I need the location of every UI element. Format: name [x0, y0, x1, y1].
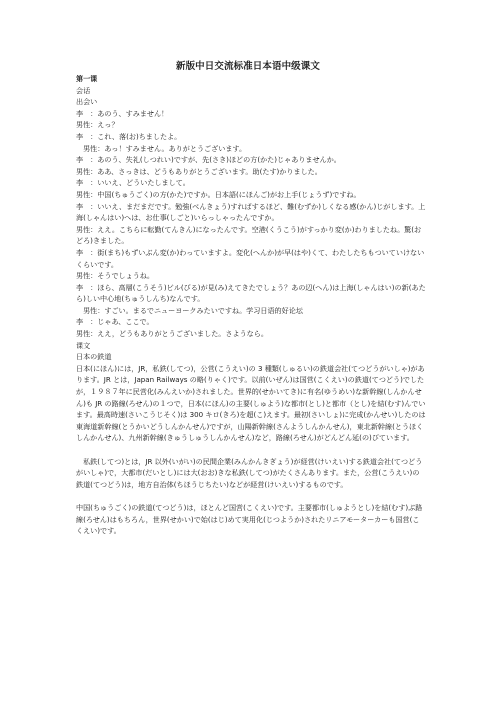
- dialogue-line: 男性：えっ？: [76, 120, 119, 130]
- lesson-heading: 第一课: [76, 74, 98, 83]
- paragraph-1: 日本(にほん)には，JR，私鉄(してつ)，公営(こうえい)の 3 種類(しゅるい)の鉄道会社(てつどうがいしゃ)があります。JR とは，Japan Railways の略(りゃく)です。以前(いぜん)は国営(こくえい)の鉄道(てつどう)でしたが，１９８７年に民営化(みんえいか)されました。世界的(せかいてき)に有名(ゆうめい)な新幹線(しんかんせん)も JR の路線(ろせん)の１つで，日本(にほん)の主要(しゅよう)な都市(とし)と都市（とし)を結(むす)んでいます。最高時速(さいこうじそく)は 300 キロ(きろ)を超(こ)えます。最初(さいしょ)に完成(かんせい)したのは東海道新幹線(とうかいどうしんかんせん)ですが，山陽新幹線(さんようしんかんせん)，東北新幹線(とうほくしんかんせん)、九州新幹線(きゅうしゅうしんかんせん)など，路線(ろせん)がどんどん延(の)びています。: [76, 363, 426, 443]
- dialogue-line: 李 ：いいえ、まだまだです。勉強(べんきょう)すればするほど、難(むずか)しくなる感(かん)じがします。上海(しゃんはい)へは、お仕事(しごと)いらっしゃったんですか。: [76, 201, 426, 223]
- dialogue-line: 李 ：じゃあ、ここで。: [76, 317, 154, 327]
- dialogue-line: 李 ：ほら、高層(こうそう)ビル(びる)が見(み)えてきたでしょう？あの辺(へん)は上海(しゃんはい)の新(あたら)しい中心地(ちゅうしんち)なんです。: [76, 282, 426, 304]
- text-title: 日本の鉄道: [76, 352, 112, 362]
- dialogue-line: 男性：あっ！すみません。ありがとうございます。: [76, 143, 247, 153]
- page-title: 新版中日交流标准日本语中级课文: [175, 61, 320, 72]
- document-body: [76, 73, 426, 537]
- dialogue-line: 男性：そうでしょうね。: [76, 271, 155, 281]
- dialogue-line: 李 ：これ、落(お)ちましたよ。: [76, 131, 182, 141]
- dialogue-line: 李 ：街(まち)もずいぶん変(か)わっていますよ。変化(へんか)が早(はや)くて、わたしたちもついていけないくらいです。: [76, 247, 425, 269]
- dialogue-line: 男性：ええ。こちらに転勤(てんきん)になったんです。空港(くうこう)がすっかり変(か)わりましたね。驚(おどろ)きました。: [76, 224, 422, 246]
- dialogue-line: 男性：中国(ちゅうごく)の方(かた)ですか。日本語(にほんご)がお上手(じょうず)ですね。: [76, 189, 361, 199]
- dialogue-line: 男性：ああ、さっきは、どうもありがとうございます。助(たす)かりました。: [76, 166, 322, 176]
- dialogue-line: 男性：ええ，どうもありがとうございました。さようなら。: [76, 329, 268, 339]
- dialogue-title: 出会い: [76, 97, 98, 107]
- paragraph-3: 中国(ちゅうごく)の鉄道(てつどう)は，ほとんど国営(こくえい)です。主要都市(しゅようとし)を結(むす)ぶ路線(ろせん)はもちろん，世界(せかい)で始(はじ)めて実用化(じつようか)されたリニアモーターカーも国営(こくえい)です。: [76, 502, 423, 536]
- section-label-kabun: 课文: [76, 340, 91, 350]
- section-label-kaiwa: 会话: [76, 85, 91, 95]
- dialogue-line: 李 ：いいえ、どういたしまして。: [76, 178, 190, 188]
- dialogue-line: 李 ：あのう、すみません！: [76, 108, 169, 118]
- dialogue-line: 男性：すごい。まるでニューヨークみたいですね。学习日语的好论坛: [76, 305, 303, 315]
- dialogue-line: 李 ：あのう、失礼(しつれい)ですが、先(さき)ほどの方(かた)じゃありませんか。: [76, 155, 341, 165]
- paragraph-2: 私鉄(してつ)とは，JR 以外(いがい)の民間企業(みんかんきぎょう)が経営(けいえい)する鉄道会社(てつどうがいしゃ)で，大都市(だいとし)には大(おお)きな私鉄(してつ)がたくさんあります。また，公営(こうえい)の鉄道(てつどう)は，地方自治体(ちほうじちたい)などが経営(けいえい)するものです。: [76, 456, 423, 489]
